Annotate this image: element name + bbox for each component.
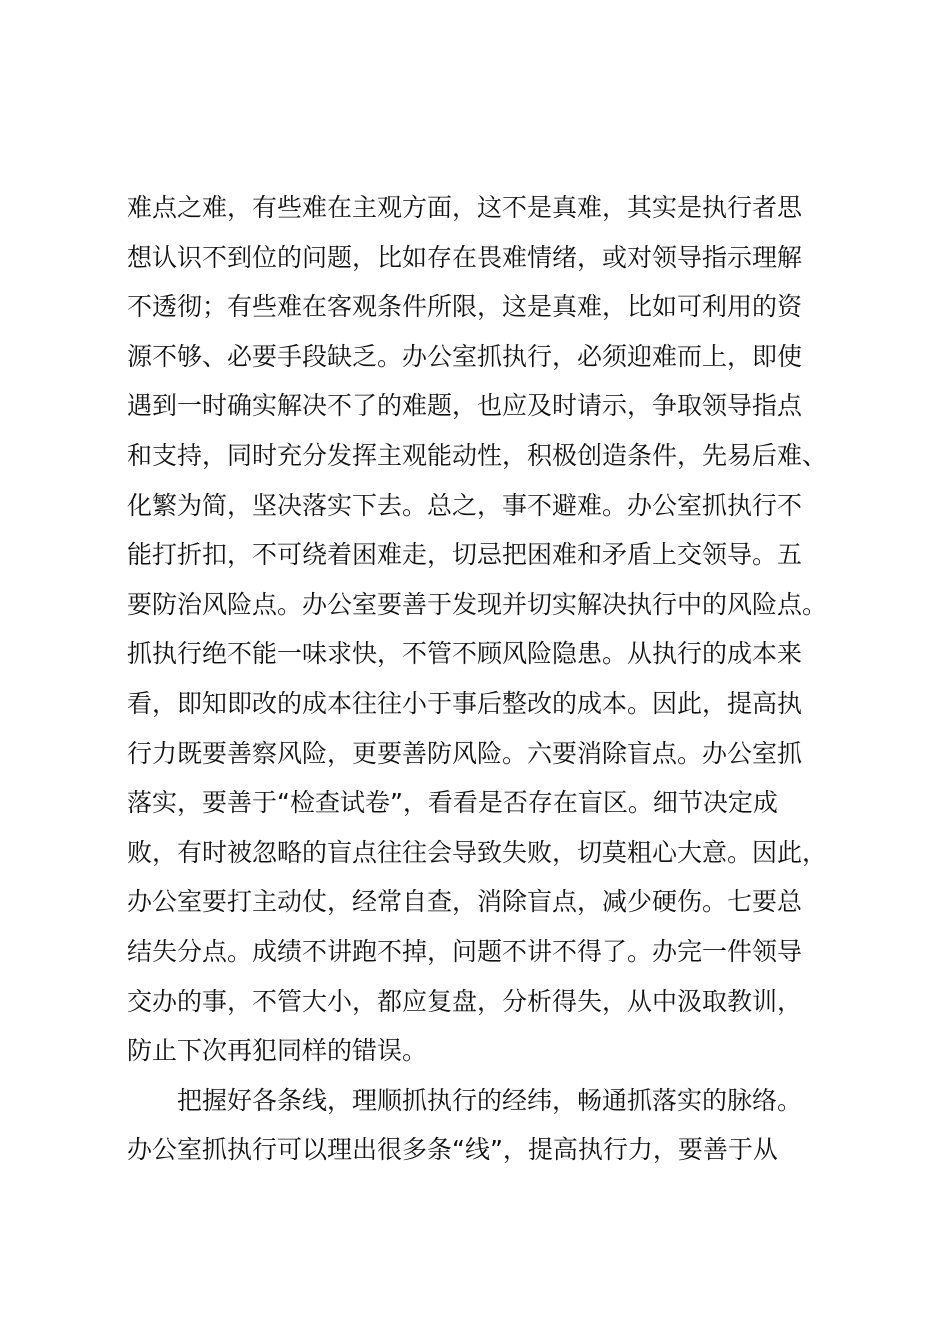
text-line: 想认识不到位的问题，比如存在畏难情绪，或对领导指示理解 [127, 242, 803, 272]
paragraph-2 [127, 1076, 847, 1175]
text-line: 化繁为简，坚决落实下去。总之，事不避难。办公室抓执行不 [127, 490, 803, 520]
text-line: 源不够、必要手段缺乏。办公室抓执行，必须迎难而上，即使 [127, 341, 803, 371]
text-line: 难点之难，有些难在主观方面，这不是真难，其实是执行者思 [127, 193, 803, 222]
text-line: 遇到一时确实解决不了的难题，也应及时请示，争取领导指点 [127, 391, 803, 421]
text-line: 看，即知即改的成本往往小于事后整改的成本。因此，提高执 [127, 688, 803, 718]
text-line: 不透彻；有些难在客观条件所限，这是真难，比如可利用的资 [127, 292, 803, 322]
text-line: 把握好各条线，理顺抓执行的经纬，畅通抓落实的脉络。 [177, 1085, 803, 1115]
text-line: 败，有时被忽略的盲点往往会导致失败，切莫粗心大意。因此， [127, 837, 828, 867]
text-line: 能打折扣，不可绕着困难走，切忌把困难和矛盾上交领导。五 [127, 540, 803, 570]
text-line: 抓执行绝不能一味求快，不管不顾风险隐患。从执行的成本来 [127, 639, 803, 669]
text-line: 办公室抓执行可以理出很多条“线”，提高执行力，要善于从 [127, 1135, 778, 1165]
text-line: 结失分点。成绩不讲跑不掉，问题不讲不得了。办完一件领导 [127, 936, 803, 966]
text-line: 和支持，同时充分发挥主观能动性，积极创造条件，先易后难、 [127, 440, 828, 470]
text-line: 行力既要善察风险，更要善防风险。六要消除盲点。办公室抓 [127, 738, 803, 768]
text-line: 要防治风险点。办公室要善于发现并切实解决执行中的风险点。 [127, 589, 828, 619]
text-line: 交办的事，不管大小，都应复盘，分析得失，从中汲取教训， [127, 986, 803, 1016]
text-line: 防止下次再犯同样的错误。 [127, 1036, 428, 1066]
paragraph-1 [127, 183, 847, 1076]
text-line: 落实，要善于“检查试卷”，看看是否存在盲区。细节决定成 [127, 788, 778, 818]
body-text [127, 183, 847, 1175]
text-line: 办公室要打主动仗，经常自查，消除盲点，减少硬伤。七要总 [127, 887, 803, 917]
